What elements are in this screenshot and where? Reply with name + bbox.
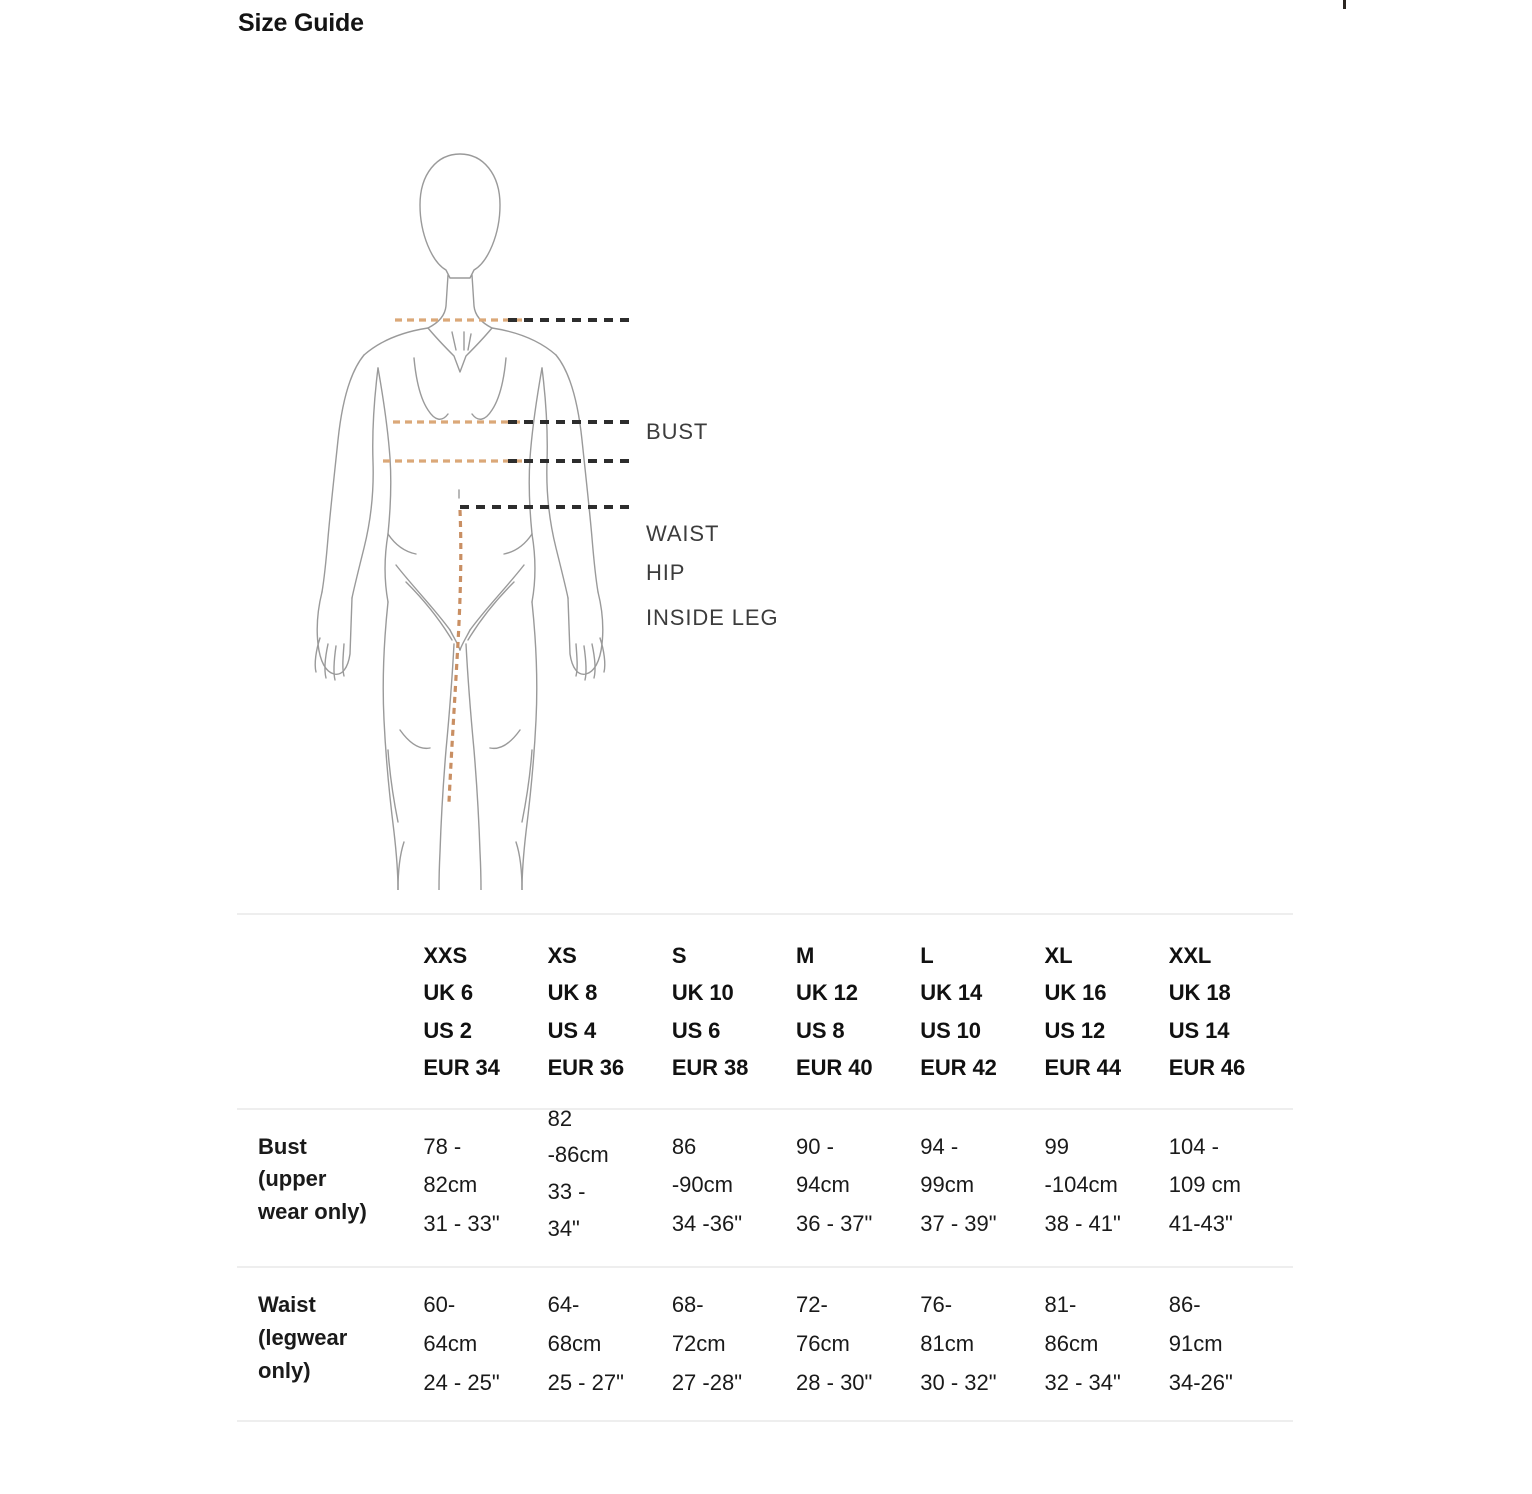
- cell-line: -86cm: [547, 1142, 609, 1168]
- cell-bust-xl: [1045, 1109, 1169, 1268]
- row-label-bust-line-1: Bust: [258, 1133, 307, 1159]
- cell-bust-m: [796, 1109, 920, 1268]
- measurement-label-hip: HIP: [646, 560, 686, 585]
- cell-line: 36 - 37": [796, 1211, 873, 1237]
- row-label-bust-line-3: wear only): [258, 1199, 367, 1225]
- table-header-row: [237, 914, 1293, 1109]
- top-edge-artifact: [1343, 0, 1346, 9]
- body-figure-svg: [238, 110, 1298, 890]
- cell-line: 68-: [671, 1292, 704, 1318]
- cell-line: 34": [547, 1215, 580, 1241]
- cell-line: 37 - 39": [920, 1211, 997, 1237]
- size-name-l: L: [920, 943, 934, 968]
- cell-waist-s: [672, 1267, 796, 1421]
- size-eur-xxs: EUR 34: [423, 1055, 500, 1081]
- row-label-bust-line-2: (upper: [258, 1166, 327, 1192]
- cell-line: 94 -: [920, 1133, 959, 1159]
- size-uk-xl: UK 16: [1044, 980, 1107, 1006]
- cell-line: 91cm: [1168, 1331, 1223, 1357]
- size-uk-xs: UK 8: [547, 980, 598, 1006]
- size-uk-l: UK 14: [920, 980, 983, 1006]
- cell-line: 41-43": [1168, 1211, 1233, 1237]
- size-chart-table: [237, 913, 1293, 1422]
- cell-bust-l: [920, 1109, 1044, 1268]
- size-eur-s: EUR 38: [671, 1055, 749, 1081]
- header-cell-m: [796, 914, 920, 1109]
- size-guide-diagram: [238, 110, 1298, 890]
- cell-line: 81cm: [920, 1331, 975, 1357]
- size-uk-s: UK 10: [671, 980, 734, 1006]
- cell-line: 99: [1044, 1133, 1069, 1159]
- size-uk-m: UK 12: [796, 980, 858, 1006]
- measurement-label-inside-leg: INSIDE LEG: [646, 605, 779, 630]
- row-label-waist-line-3: only): [258, 1357, 311, 1383]
- size-us-xl: US 12: [1044, 1017, 1106, 1043]
- cell-line: 99cm: [920, 1172, 975, 1198]
- size-chart-header: [237, 914, 1293, 1109]
- header-cell-l: [920, 914, 1044, 1109]
- header-cell-xxl: [1169, 914, 1293, 1109]
- cell-line: 94cm: [796, 1172, 850, 1198]
- size-name-xxl: XXL: [1168, 943, 1212, 968]
- cell-waist-xxs: [423, 1267, 547, 1421]
- row-label-waist: [237, 1267, 423, 1421]
- cell-line: 33 -: [547, 1179, 586, 1205]
- measurement-label-waist: WAIST: [646, 521, 720, 546]
- cell-line: 104 -: [1168, 1133, 1219, 1159]
- cell-line: 31 - 33": [423, 1211, 500, 1237]
- size-eur-xl: EUR 44: [1044, 1055, 1121, 1081]
- header-cell-xl: [1045, 914, 1169, 1109]
- cell-line: 76-: [920, 1292, 953, 1318]
- header-cell-xs: [548, 914, 672, 1109]
- cell-line: 109 cm: [1168, 1172, 1241, 1198]
- cell-waist-m: [796, 1267, 920, 1421]
- cell-line: 60-: [423, 1292, 456, 1318]
- header-corner-cell: [237, 914, 423, 1109]
- size-uk-xxl: UK 18: [1168, 980, 1231, 1006]
- size-name-xs: XS: [547, 943, 577, 968]
- cell-line: 25 - 27": [547, 1369, 624, 1395]
- cell-line: 82cm: [423, 1172, 478, 1198]
- cell-line: 68cm: [547, 1331, 602, 1357]
- header-cell-s: [672, 914, 796, 1109]
- cell-line: 82: [547, 1105, 573, 1131]
- cell-line: 76cm: [796, 1331, 850, 1357]
- size-us-xxl: US 14: [1168, 1017, 1230, 1043]
- cell-waist-xl: [1045, 1267, 1169, 1421]
- cell-line: 72cm: [671, 1331, 726, 1357]
- cell-line: -90cm: [671, 1172, 733, 1198]
- cell-line: 90 -: [796, 1133, 834, 1159]
- cell-line: 86-: [1168, 1292, 1201, 1318]
- cell-bust-s: [672, 1109, 796, 1268]
- cell-line: 30 - 32": [920, 1369, 997, 1395]
- table-row: [237, 1109, 1293, 1268]
- cell-waist-xs: [548, 1267, 672, 1421]
- cell-line: 34-26": [1168, 1369, 1233, 1395]
- cell-line: -104cm: [1044, 1172, 1118, 1198]
- row-label-bust: [237, 1109, 423, 1268]
- cell-line: 86cm: [1044, 1331, 1099, 1357]
- cell-line: 64-: [547, 1292, 580, 1318]
- page-title: Size Guide: [238, 9, 364, 37]
- cell-line: 78 -: [423, 1133, 462, 1159]
- cell-line: 72-: [796, 1292, 828, 1318]
- size-eur-l: EUR 42: [920, 1055, 997, 1081]
- cell-line: 24 - 25": [423, 1369, 500, 1395]
- size-us-m: US 8: [796, 1017, 845, 1043]
- size-eur-xs: EUR 36: [547, 1055, 625, 1081]
- cell-waist-l: [920, 1267, 1044, 1421]
- row-label-waist-line-1: Waist: [258, 1292, 316, 1318]
- size-us-xs: US 4: [547, 1017, 597, 1043]
- size-uk-xxs: UK 6: [423, 980, 474, 1006]
- cell-line: 86: [671, 1133, 697, 1159]
- cell-line: 34 -36": [671, 1211, 743, 1237]
- cell-line: 38 - 41": [1044, 1211, 1121, 1237]
- size-name-s: S: [671, 943, 687, 968]
- cell-bust-xxl: [1169, 1109, 1293, 1268]
- cell-line: 81-: [1044, 1292, 1077, 1318]
- cell-bust-xxs: [423, 1109, 547, 1268]
- size-chart-body: [237, 1105, 1293, 1422]
- size-us-xxs: US 2: [423, 1017, 472, 1043]
- measurement-label-bust: BUST: [646, 419, 709, 444]
- size-name-xxs: XXS: [423, 943, 468, 968]
- inside-leg-measure-line: [449, 510, 461, 802]
- size-us-s: US 6: [671, 1017, 721, 1043]
- size-eur-xxl: EUR 46: [1168, 1055, 1246, 1081]
- cell-line: 27 -28": [671, 1369, 743, 1395]
- size-us-l: US 10: [920, 1017, 981, 1043]
- row-label-waist-line-2: (legwear: [258, 1325, 348, 1351]
- cell-line: 28 - 30": [796, 1369, 873, 1395]
- size-eur-m: EUR 40: [796, 1055, 873, 1081]
- cell-line: 32 - 34": [1044, 1369, 1121, 1395]
- header-cell-xxs: [423, 914, 547, 1109]
- cell-line: 64cm: [423, 1331, 478, 1357]
- size-name-m: M: [796, 943, 815, 968]
- cell-bust-xs: [547, 1105, 672, 1268]
- table-row: [237, 1267, 1293, 1421]
- cell-waist-xxl: [1169, 1267, 1293, 1421]
- size-name-xl: XL: [1044, 943, 1073, 968]
